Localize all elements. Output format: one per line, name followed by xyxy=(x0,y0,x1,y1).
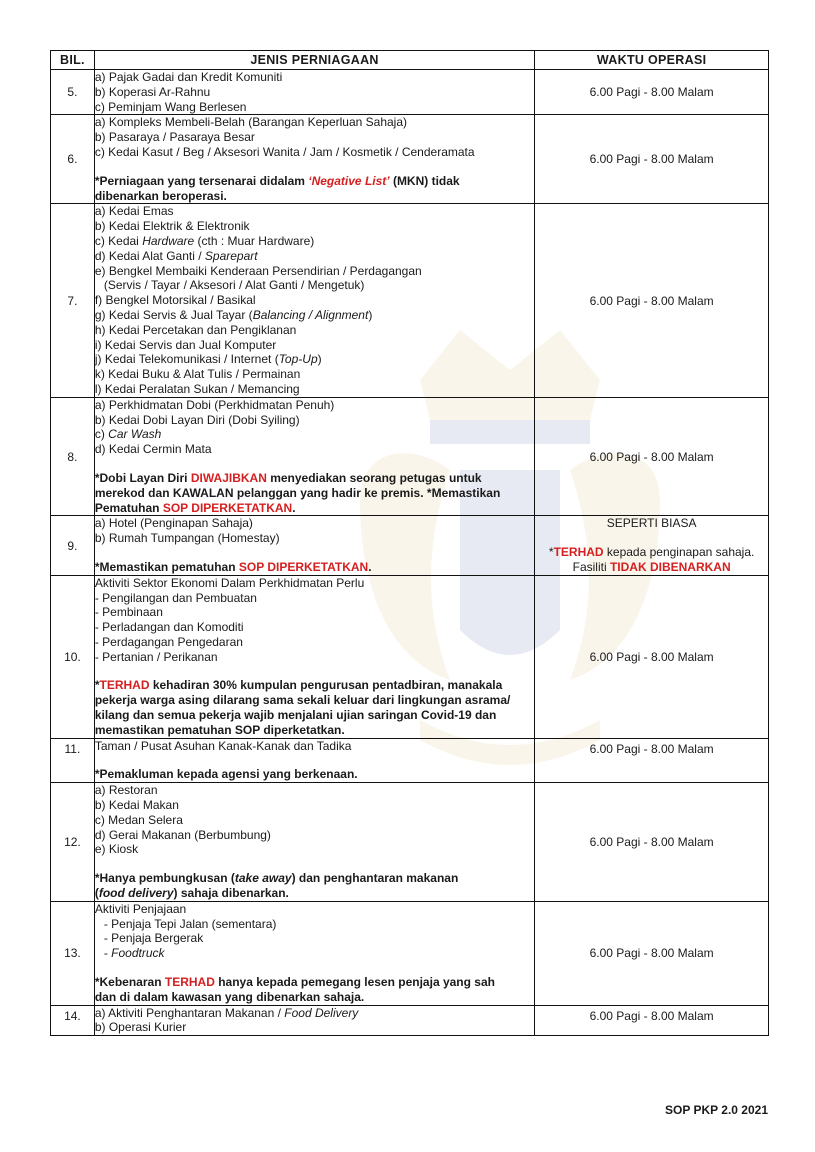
hours-note: *TERHAD kepada penginapan sahaja. xyxy=(548,545,755,560)
operating-hours: 6.00 Pagi - 8.00 Malam xyxy=(535,575,769,738)
list-item: e) Kiosk xyxy=(94,842,139,857)
table-row xyxy=(51,1005,769,1036)
operating-hours xyxy=(535,516,769,575)
header-waktu-operasi: WAKTU OPERASI xyxy=(535,51,769,70)
row-number: 5. xyxy=(51,70,95,115)
row-note: dibenarkan beroperasi. xyxy=(94,188,227,203)
list-item: i) Kedai Servis dan Jual Komputer xyxy=(94,337,277,352)
row-note: *TERHAD kehadiran 30% kumpulan pengurusan pentadbiran, manakala xyxy=(94,678,503,693)
list-item: d) Gerai Makanan (Berbumbung) xyxy=(94,827,271,842)
row-number: 10. xyxy=(51,575,95,738)
header-bil: BIL. xyxy=(51,51,95,70)
list-item: a) Pajak Gadai dan Kredit Komuniti xyxy=(94,70,283,84)
operating-hours: 6.00 Pagi - 8.00 Malam xyxy=(535,901,769,1005)
business-type-cell xyxy=(94,783,534,902)
operating-hours: 6.00 Pagi - 8.00 Malam xyxy=(535,115,769,204)
list-item: c) Car Wash xyxy=(94,427,162,442)
table-row xyxy=(51,115,769,204)
row-note: *Dobi Layan Diri DIWAJIBKAN menyediakan seorang petugas untuk xyxy=(94,470,482,485)
row-number: 14. xyxy=(51,1005,95,1036)
table-row xyxy=(51,901,769,1005)
business-type-cell xyxy=(94,516,534,575)
row-note: *Kebenaran TERHAD hanya kepada pemegang lesen penjaja yang sah xyxy=(94,975,495,990)
row-note: dan di dalam kawasan yang dibenarkan sahaja. xyxy=(94,989,365,1004)
list-item: a) Kedai Emas xyxy=(94,204,174,219)
list-item: c) Kedai Hardware (cth : Muar Hardware) xyxy=(94,233,315,248)
list-item: f) Bengkel Motorsikal / Basikal xyxy=(94,293,256,308)
row-note: *Memastikan pematuhan SOP DIPERKETATKAN. xyxy=(94,559,372,574)
list-item: - Perdagangan Pengedaran xyxy=(94,634,243,649)
list-item: b) Operasi Kurier xyxy=(94,1020,187,1035)
list-item: - Pembinaan xyxy=(94,605,163,620)
list-item: e) Bengkel Membaiki Kenderaan Persendirian / Perdagangan xyxy=(94,263,422,278)
list-item: c) Kedai Kasut / Beg / Aksesori Wanita / Jam / Kosmetik / Cenderamata xyxy=(94,144,475,159)
operating-hours: 6.00 Pagi - 8.00 Malam xyxy=(535,397,769,516)
table-row xyxy=(51,783,769,902)
list-item: Taman / Pusat Asuhan Kanak-Kanak dan Tadika xyxy=(94,738,352,753)
list-item: c) Medan Selera xyxy=(94,812,183,827)
business-type-cell xyxy=(94,397,534,516)
list-item-sub: - Foodtruck xyxy=(103,946,165,961)
list-item: c) Peminjam Wang Berlesen xyxy=(94,99,247,114)
list-item: b) Kedai Dobi Layan Diri (Dobi Syiling) xyxy=(94,412,300,427)
business-type-cell xyxy=(94,70,534,115)
list-item: a) Kompleks Membeli-Belah (Barangan Keperluan Sahaja) xyxy=(94,115,407,130)
business-type-cell xyxy=(94,115,534,204)
list-item: - Perladangan dan Komoditi xyxy=(94,620,244,635)
list-item: j) Kedai Telekomunikasi / Internet (Top-Up) xyxy=(94,352,322,367)
list-item: Aktiviti Sektor Ekonomi Dalam Perkhidmatan Perlu xyxy=(94,575,365,590)
hours-text: SEPERTI BIASA xyxy=(606,516,697,531)
list-item: a) Restoran xyxy=(94,783,158,798)
list-item: - Pengilangan dan Pembuatan xyxy=(94,590,257,605)
list-item: l) Kedai Peralatan Sukan / Memancing xyxy=(94,381,300,396)
row-number: 11. xyxy=(51,738,95,783)
row-number: 6. xyxy=(51,115,95,204)
operating-hours: 6.00 Pagi - 8.00 Malam xyxy=(535,1005,769,1036)
business-type-cell xyxy=(94,575,534,738)
document-footer: SOP PKP 2.0 2021 xyxy=(665,1103,768,1117)
business-type-cell xyxy=(94,204,534,397)
list-item: b) Pasaraya / Pasaraya Besar xyxy=(94,130,255,145)
table-row xyxy=(51,738,769,783)
row-note: memastikan pematuhan SOP diperketatkan. xyxy=(94,722,345,737)
table-row xyxy=(51,204,769,397)
list-item: g) Kedai Servis & Jual Tayar (Balancing / Alignment) xyxy=(94,307,373,322)
business-type-cell xyxy=(94,738,534,783)
row-number: 9. xyxy=(51,516,95,575)
list-item: a) Perkhidmatan Dobi (Perkhidmatan Penuh) xyxy=(94,397,335,412)
table-row xyxy=(51,397,769,516)
sop-table xyxy=(50,50,769,1036)
list-item-sub: - Penjaja Bergerak xyxy=(103,931,204,946)
list-item: d) Kedai Cermin Mata xyxy=(94,442,212,457)
row-note: merekod dan KAWALAN pelanggan yang hadir ke premis. *Memastikan xyxy=(94,485,501,500)
negative-list-text: ‘Negative List’ xyxy=(308,173,390,188)
operating-hours: 6.00 Pagi - 8.00 Malam xyxy=(535,738,769,783)
header-row xyxy=(51,51,769,70)
table-row xyxy=(51,575,769,738)
list-item: k) Kedai Buku & Alat Tulis / Permainan xyxy=(94,367,301,382)
header-jenis-perniagaan: JENIS PERNIAGAAN xyxy=(94,51,534,70)
row-number: 7. xyxy=(51,204,95,397)
hours-note: Fasiliti TIDAK DIBENARKAN xyxy=(572,559,731,574)
business-type-cell xyxy=(94,1005,534,1036)
row-note: Pematuhan SOP DIPERKETATKAN. xyxy=(94,500,296,515)
operating-hours: 6.00 Pagi - 8.00 Malam xyxy=(535,204,769,397)
row-number: 13. xyxy=(51,901,95,1005)
list-item-sub: (Servis / Tayar / Aksesori / Alat Ganti / Mengetuk) xyxy=(103,278,365,293)
list-item-sub: - Penjaja Tepi Jalan (sementara) xyxy=(103,916,277,931)
list-item: b) Kedai Makan xyxy=(94,798,179,813)
row-note: kilang dan semua pekerja wajib menjalani ujian saringan Covid-19 dan xyxy=(94,708,497,723)
list-item: h) Kedai Percetakan dan Pengiklanan xyxy=(94,322,297,337)
row-note: *Pemakluman kepada agensi yang berkenaan. xyxy=(94,767,358,782)
list-item: d) Kedai Alat Ganti / Sparepart xyxy=(94,248,258,263)
list-item: - Pertanian / Perikanan xyxy=(94,649,218,664)
list-item: b) Kedai Elektrik & Elektronik xyxy=(94,219,250,234)
list-item: a) Hotel (Penginapan Sahaja) xyxy=(94,516,253,531)
list-item: a) Aktiviti Penghantaran Makanan / Food Delivery xyxy=(94,1005,359,1020)
table-row xyxy=(51,70,769,115)
row-note: (food delivery) sahaja dibenarkan. xyxy=(94,886,289,901)
row-note: *Perniagaan yang tersenarai didalam ‘Negative List’ (MKN) tidak xyxy=(94,173,460,188)
row-note: *Hanya pembungkusan (take away) dan penghantaran makanan xyxy=(94,871,459,886)
operating-hours: 6.00 Pagi - 8.00 Malam xyxy=(535,783,769,902)
row-note: pekerja warga asing dilarang sama sekali keluar dari lingkungan asrama/ xyxy=(94,693,511,708)
table-row xyxy=(51,516,769,575)
list-item: Aktiviti Penjajaan xyxy=(94,901,187,916)
row-number: 12. xyxy=(51,783,95,902)
operating-hours: 6.00 Pagi - 8.00 Malam xyxy=(535,70,769,115)
list-item: b) Koperasi Ar-Rahnu xyxy=(94,84,211,99)
row-number: 8. xyxy=(51,397,95,516)
list-item: b) Rumah Tumpangan (Homestay) xyxy=(94,531,280,546)
business-type-cell xyxy=(94,901,534,1005)
